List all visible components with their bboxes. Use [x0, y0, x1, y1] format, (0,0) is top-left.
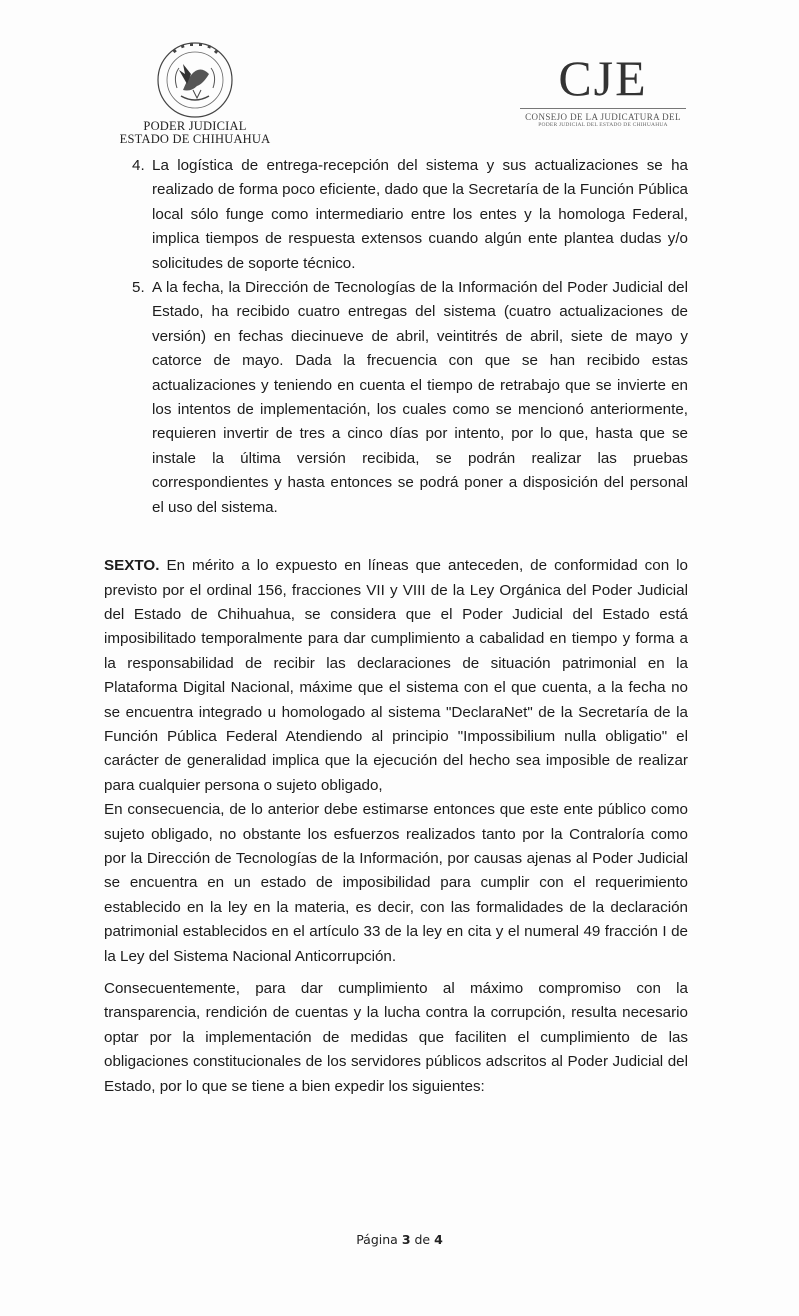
- page-separator: de: [410, 1232, 435, 1247]
- cje-subtitle: CONSEJO DE LA JUDICATURA DEL: [525, 112, 681, 122]
- consecuencia-paragraph: En consecuencia, de lo anterior debe estimarse entonces que este ente público como sujeto obligado, no obstante los esfuerzos realizados tanto por la Contraloría como por la Dirección de Tecnologías de la Información, por causas ajenas al Poder Judicial se encuentra en un estado de imposibilidad para cumplir con el requerimiento establecido en la ley en la materia, es decir, con las formalidades de la declaración patrimonial establecidos en el artículo 33 de la ley en cita y el numeral 49 fracción I de la Ley del Sistema Nacional Anticorrupción.: [104, 801, 688, 965]
- page-number-footer: [0, 1232, 799, 1247]
- document-body: [104, 154, 688, 1099]
- poder-judicial-header: [110, 40, 280, 146]
- list-item-text: A la fecha, la Dirección de Tecnologías de la Información del Poder Judicial del Estado, ha recibido cuatro entregas del sistema (cuatro actualizaciones de versión) en fechas diecinueve de abril, veintitrés de abril, siete de mayo y catorce de mayo. Dada la frecuencia con que se han recibido estas actualizaciones y teniendo en cuenta el tiempo de retrabajo que se invierte en los intentos de implementación, los cuales como se mencionó anteriormente, requieren invertir de tres a cinco días por intento, por lo que, hasta que se instale la última versión recibida, se podrán realizar las pruebas correspondientes y hasta entonces se podrá poner a disposición del personal el uso del sistema.: [152, 279, 688, 516]
- national-seal-icon: [153, 40, 237, 120]
- poder-judicial-caption-line2: ESTADO DE CHIHUAHUA: [119, 132, 271, 146]
- sexto-heading: SEXTO.: [104, 557, 160, 575]
- poder-judicial-caption-line1: PODER JUDICIAL: [143, 119, 247, 133]
- list-item-text: La logística de entrega-recepción del sistema y sus actualizaciones se ha realizado de forma poco eficiente, dado que la Secretaría de la Función Pública local sólo funge como intermediario entre los entes y la homologa Federal, implica tiempos de respuesta extensos cuando algún ente plantea dudas y/o solicitudes de soporte técnico.: [152, 157, 688, 272]
- spacer: [104, 969, 688, 977]
- consecuentemente-paragraph: Consecuentemente, para dar cumplimiento al máximo compromiso con la transparencia, rendición de cuentas y la lucha contra la corrupción, resulta necesario optar por la implementación de medidas que faciliten el cumplimiento de las obligaciones constitucionales de los servidores públicos adscritos al Poder Judicial del Estado, por lo que se tiene a bien expedir los siguientes:: [104, 980, 688, 1095]
- list-item-number: 4.: [132, 157, 145, 174]
- sexto-paragraph: [104, 554, 688, 798]
- sexto-text: En mérito a lo expuesto en líneas que anteceden, de conformidad con lo previsto por el ordinal 156, fracciones VII y VIII de la Ley Orgánica del Poder Judicial del Estado de Chihuahua, se considera que el Poder Judicial del Estado está imposibilitado temporalmente para dar cumplimiento a cabalidad en tiempo y forma a la responsabilidad de recibir las declaraciones de situación patrimonial en la Plataforma Digital Nacional, máxime que el sistema con el que cuenta, a la fecha no se encuentra integrado u homologado al sistema "DeclaraNet" de la Secretaría de la Función Pública Federal Atendiendo al principio "Impossibilium nulla obligatio" el carácter de generalidad implica que la ejecución del hecho sea imposible de realizar para cualquier persona o sujeto obligado,: [104, 557, 688, 794]
- list-item: [104, 276, 688, 520]
- cje-divider: [520, 108, 686, 109]
- cje-header: [518, 52, 688, 129]
- cje-subtitle-small: PODER JUDICIAL DEL ESTADO DE CHIHUAHUA: [538, 122, 668, 128]
- current-page: 3: [401, 1232, 411, 1247]
- cje-logo: CJE: [558, 50, 648, 106]
- list-item: [104, 154, 688, 276]
- list-item-number: 5.: [132, 279, 145, 297]
- spacer: [104, 520, 688, 554]
- total-pages: 4: [434, 1232, 443, 1247]
- page-label: Página: [356, 1232, 402, 1247]
